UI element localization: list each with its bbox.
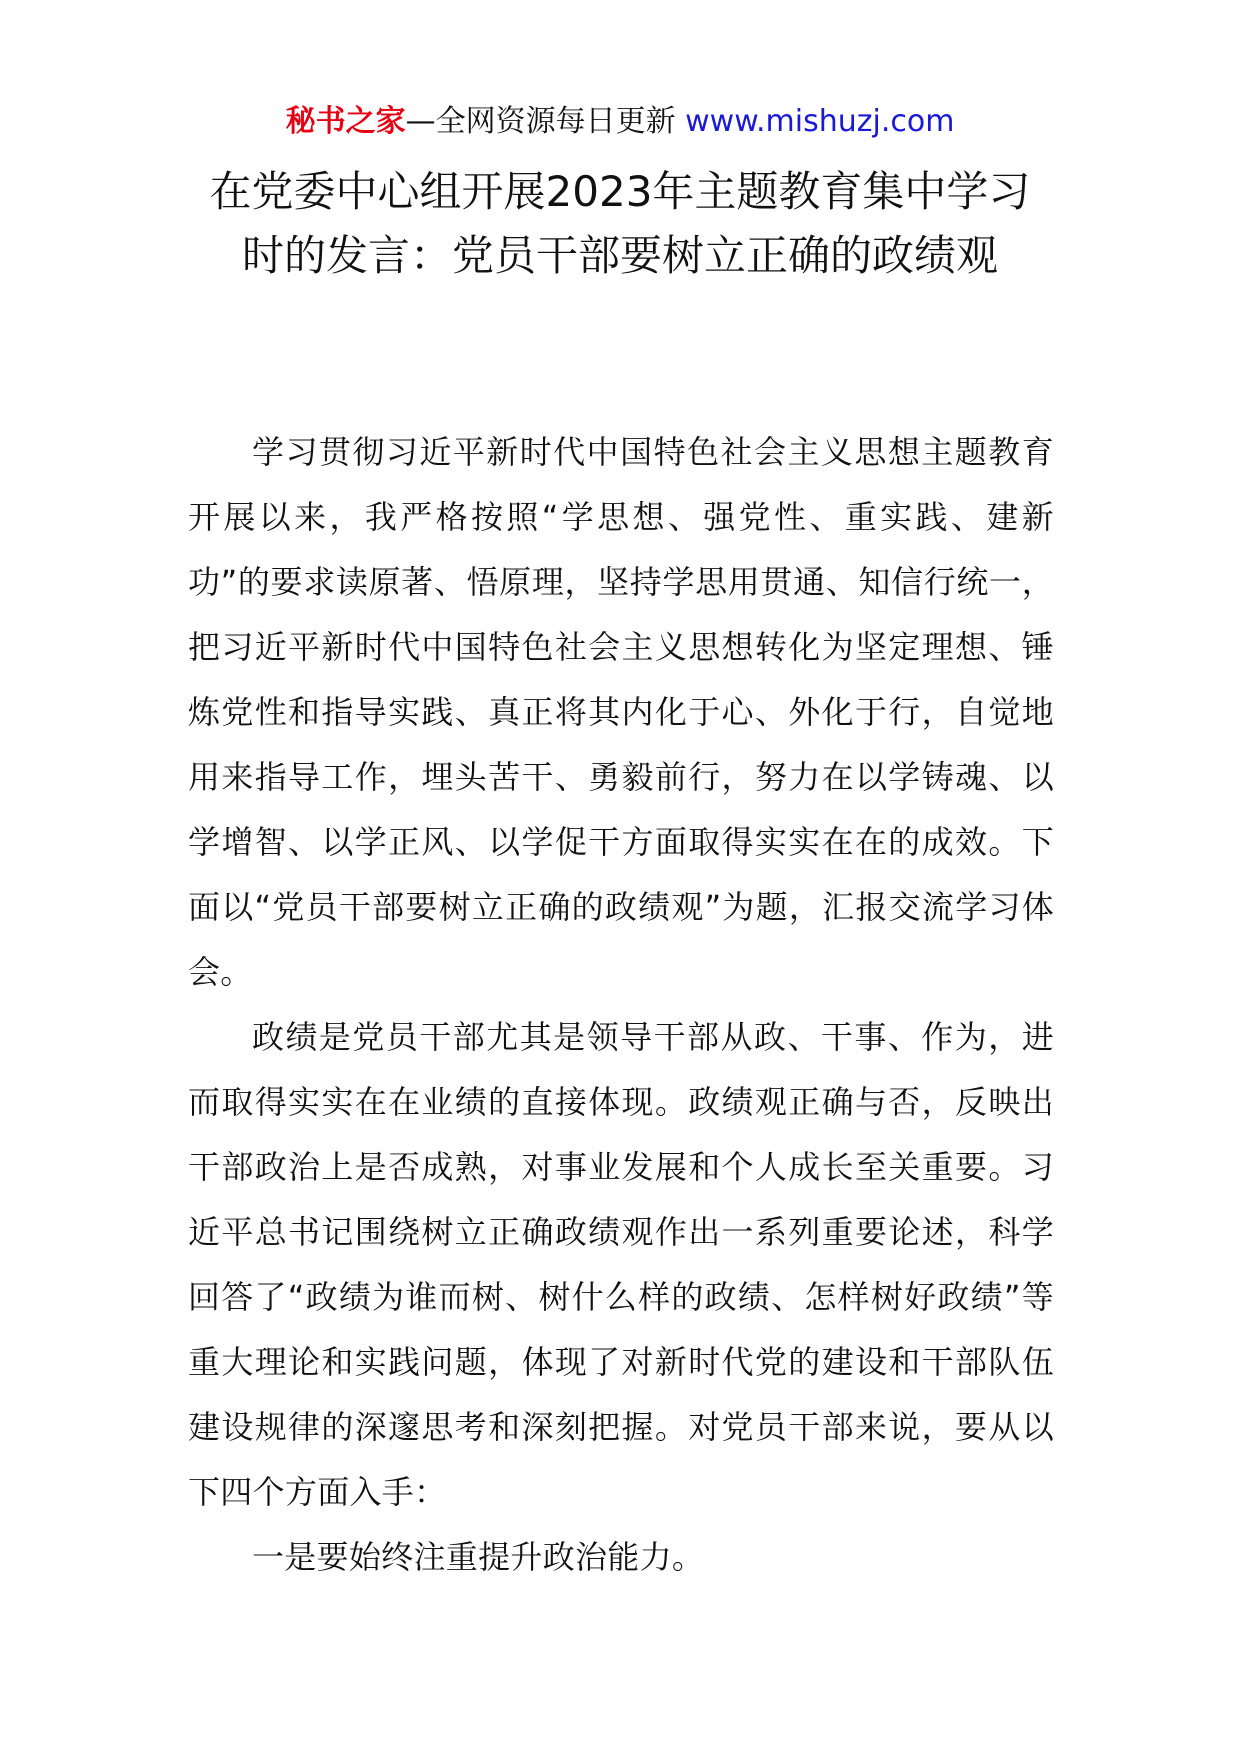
paragraph-1: 学习贯彻习近平新时代中国特色社会主义思想主题教育开展以来，我严格按照“学思想、强党性、重实践、建新功”的要求读原著、悟原理，坚持学思用贯通、知信行统一，把习近平新时代中国特色社会主义思想转化为坚定理想、锤炼党性和指导实践、真正将其内化于心、外化于行，自觉地用来指导工作，埋头苦干、勇毅前行，努力在以学铸魂、以学增智、以学正风、以学促干方面取得实实在在的成效。下面以“党员干部要树立正确的政绩观”为题，汇报交流学习体会。 <box>188 433 1054 991</box>
site-url-link[interactable]: www.mishuzj.com <box>685 104 955 139</box>
document-body <box>188 420 1054 1590</box>
paragraph-3: 一是要始终注重提升政治能力。 <box>252 1538 705 1576</box>
site-header <box>0 100 1240 144</box>
document-title: 在党委中心组开展2023年主题教育集中学习时的发言：党员干部要树立正确的政绩观 <box>209 167 1031 280</box>
header-tagline: —全网资源每日更新 <box>405 104 676 139</box>
paragraph-2: 政绩是党员干部尤其是领导干部从政、干事、作为，进而取得实实在在业绩的直接体现。政绩观正确与否，反映出干部政治上是否成熟，对事业发展和个人成长至关重要。习近平总书记围绕树立正确政绩观作出一系列重要论述，科学回答了“政绩为谁而树、树什么样的政绩、怎样树好政绩”等重大理论和实践问题，体现了对新时代党的建设和干部队伍建设规律的深邃思考和深刻把握。对党员干部来说，要从以下四个方面入手： <box>188 1018 1054 1511</box>
brand-name: 秘书之家 <box>285 104 406 139</box>
